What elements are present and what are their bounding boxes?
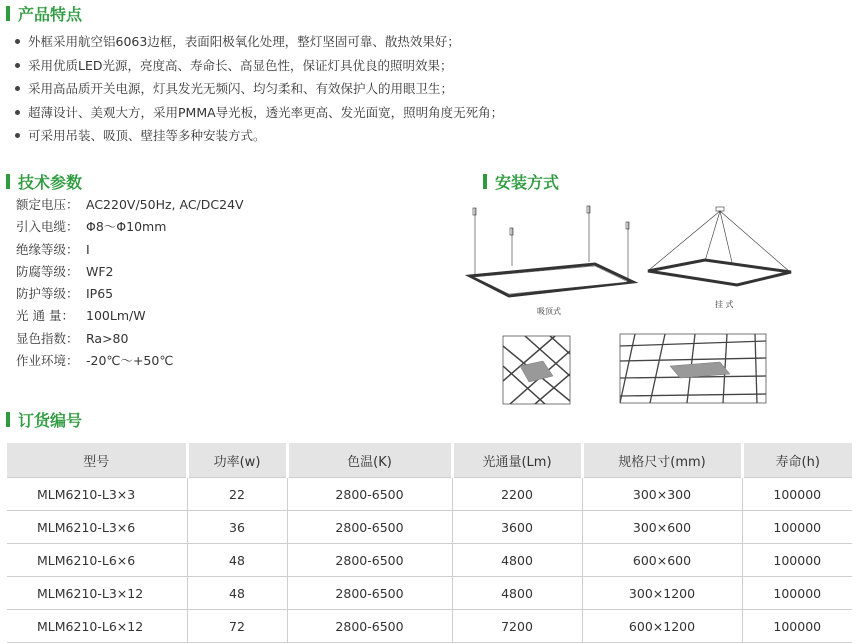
feature-item: 采用高品质开关电源，灯具发光无频闪、均匀柔和、有效保护人的用眼卫生； xyxy=(8,77,503,101)
bullet-icon xyxy=(15,39,20,44)
table-cell: 48 xyxy=(187,577,287,610)
table-cell: 300×300 xyxy=(582,478,742,511)
install-title: 安装方式 xyxy=(483,170,559,193)
table-cell: 72 xyxy=(187,610,287,643)
column-header: 寿命(h) xyxy=(742,443,852,478)
caption-ceiling: 吸顶式 xyxy=(537,307,561,316)
hanging-panel-illustration xyxy=(648,207,791,285)
caption-hanging: 挂 式 xyxy=(715,300,734,309)
spec-row: 作业环境： -20℃～+50℃ xyxy=(16,353,174,369)
spec-row: 引入电缆： Φ8～Φ10mm xyxy=(16,219,167,235)
title-marker xyxy=(6,412,10,427)
ceiling-grid-detail-large xyxy=(620,334,766,403)
table-row xyxy=(7,577,852,610)
table-cell: 36 xyxy=(187,511,287,544)
table-cell: 2800-6500 xyxy=(287,511,452,544)
feature-item: 外框采用航空铝6063边框，表面阳极氧化处理，整灯坚固可靠、散热效果好； xyxy=(8,30,503,54)
table-cell: MLM6210-L3×6 xyxy=(7,511,187,544)
bullet-icon xyxy=(15,110,20,115)
feature-item: 可采用吊装、吸顶、壁挂等多种安装方式。 xyxy=(8,124,503,148)
order-title: 订货编号 xyxy=(6,408,82,431)
suspended-panel-illustration xyxy=(470,206,633,296)
bullet-icon xyxy=(15,63,20,68)
table-cell: 2800-6500 xyxy=(287,577,452,610)
table-cell: 3600 xyxy=(452,511,582,544)
table-row xyxy=(7,511,852,544)
table-cell: 2200 xyxy=(452,478,582,511)
table-cell: 22 xyxy=(187,478,287,511)
title-marker xyxy=(6,174,10,189)
table-cell: 100000 xyxy=(742,511,852,544)
bullet-icon xyxy=(15,133,20,138)
column-header: 色温(K) xyxy=(287,443,452,478)
table-cell: 300×600 xyxy=(582,511,742,544)
specs-list xyxy=(16,194,244,372)
features-title: 产品特点 xyxy=(6,2,82,25)
table-cell: 100000 xyxy=(742,478,852,511)
table-cell: 2800-6500 xyxy=(287,610,452,643)
feature-item: 采用优质LED光源，亮度高、寿命长、高显色性，保证灯具优良的照明效果； xyxy=(8,54,503,78)
feature-item: 超薄设计、美观大方，采用PMMA导光板，透光率更高、发光面宽，照明角度无死角； xyxy=(8,101,503,125)
specs-title: 技术参数 xyxy=(6,170,82,193)
bullet-icon xyxy=(15,86,20,91)
table-cell: 100000 xyxy=(742,544,852,577)
spec-row: 光 通 量： 100Lm/W xyxy=(16,308,146,324)
features-list xyxy=(8,30,503,148)
spec-row: 额定电压： AC220V/50Hz, AC/DC24V xyxy=(16,197,244,212)
title-marker xyxy=(6,6,10,21)
column-header: 功率(w) xyxy=(187,443,287,478)
table-cell: 7200 xyxy=(452,610,582,643)
table-cell: 48 xyxy=(187,544,287,577)
table-cell: MLM6210-L6×12 xyxy=(7,610,187,643)
table-cell: 300×1200 xyxy=(582,577,742,610)
table-cell: 600×1200 xyxy=(582,610,742,643)
column-header: 光通量(Lm) xyxy=(452,443,582,478)
table-row xyxy=(7,478,852,511)
spec-row: 显色指数： Ra>80 xyxy=(16,330,129,346)
table-row xyxy=(7,544,852,577)
column-header: 规格尺寸(mm) xyxy=(582,443,742,478)
table-header-row xyxy=(7,443,852,478)
order-table xyxy=(7,443,852,643)
column-header: 型号 xyxy=(7,443,187,478)
table-cell: 100000 xyxy=(742,610,852,643)
table-cell: 600×600 xyxy=(582,544,742,577)
table-cell: 4800 xyxy=(452,577,582,610)
table-cell: MLM6210-L3×12 xyxy=(7,577,187,610)
ceiling-grid-detail-small xyxy=(503,336,570,404)
table-cell: 2800-6500 xyxy=(287,544,452,577)
table-row xyxy=(7,610,852,643)
spec-row: 防腐等级： WF2 xyxy=(16,263,114,279)
table-cell: 2800-6500 xyxy=(287,478,452,511)
spec-row: 防护等级： IP65 xyxy=(16,286,114,302)
title-marker xyxy=(483,174,487,189)
table-cell: 100000 xyxy=(742,577,852,610)
installation-diagrams xyxy=(465,196,860,411)
table-cell: 4800 xyxy=(452,544,582,577)
table-cell: MLM6210-L3×3 xyxy=(7,478,187,511)
table-cell: MLM6210-L6×6 xyxy=(7,544,187,577)
spec-row: 绝缘等级： I xyxy=(16,241,90,257)
